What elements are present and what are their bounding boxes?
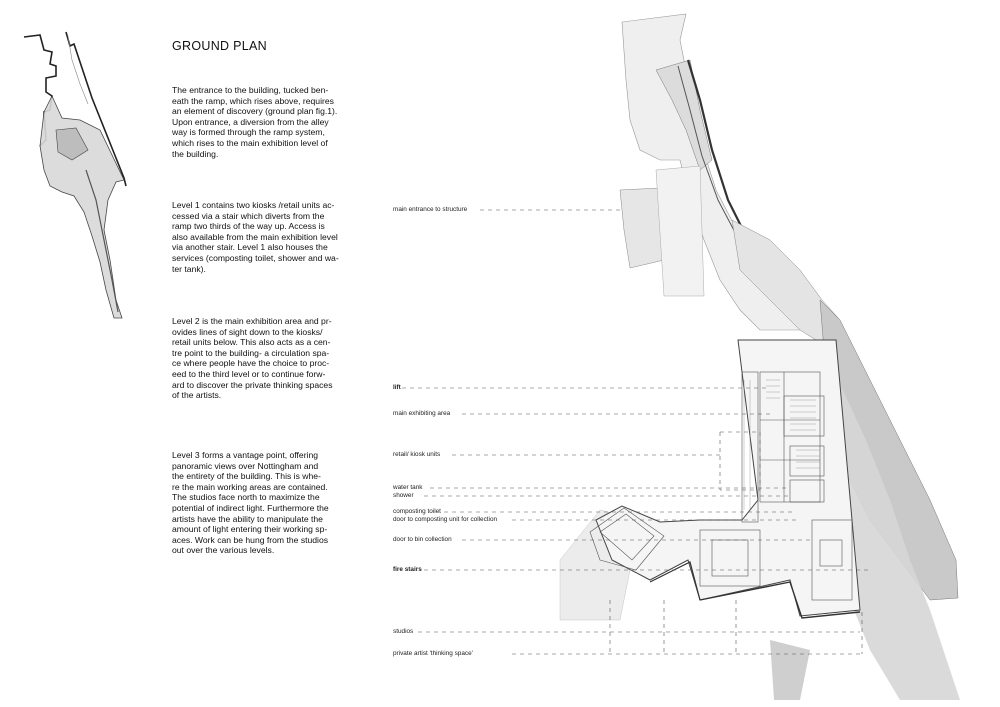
label-shower: shower (393, 492, 414, 499)
label-main-exhibiting-area: main exhibiting area (393, 410, 451, 417)
label-water-tank: water tank (393, 484, 423, 491)
label-composting-toilet: composting toilet (393, 508, 441, 515)
level-2-paragraph: Level 2 is the main exhibition area and pr- ovides lines of sight down to the kiosks/ retail units below. This also acts as a cen- tre point to the building- a circulation spa- ce where people have the choice to proc- eed to the third level or to continue forw- ard to discover the private thinking spaces of the artists. (172, 316, 333, 401)
intro-paragraph: The entrance to the building, tucked ben- eath the ramp, which rises above, requires an element of discovery (ground plan fig.1). Upon entrance, a diversion from the alley way is formed through the ramp system, which rises to the main exhibition level of the building. (172, 85, 338, 159)
label-fire-stairs: fire stairs (393, 566, 422, 573)
label-door-bin-collection: door to bin collection (393, 536, 452, 543)
label-retail-kiosk-units: retail/ kiosk units (393, 451, 441, 458)
label-door-composting-unit: door to composting unit for collection (393, 516, 498, 523)
label-lift: lift (393, 384, 401, 391)
level-1-paragraph: Level 1 contains two kiosks /retail units ac- cessed via a stair which diverts from the ramp two thirds of the way up. Access is also available from the main exhibition level via another stair. Level 1 also houses the services (composting toilet, shower and wa- ter tank). (172, 200, 339, 274)
label-studios: studios (393, 628, 414, 635)
label-main-entrance: main entrance to structure (393, 206, 468, 213)
label-private-artist-thinking-space: private artist 'thinking space' (393, 650, 473, 657)
page-title: GROUND PLAN (172, 39, 267, 53)
level-3-paragraph: Level 3 forms a vantage point, offering panoramic views over Nottingham and the entirety of the building. This is whe- re the main working areas are contained. The studios face north to maximize the potential of indirect light. Furthermore the artists have the ability to manipulate the amount of light entering their working sp- aces. Work can be hung from the studios out over the various levels. (172, 450, 329, 556)
